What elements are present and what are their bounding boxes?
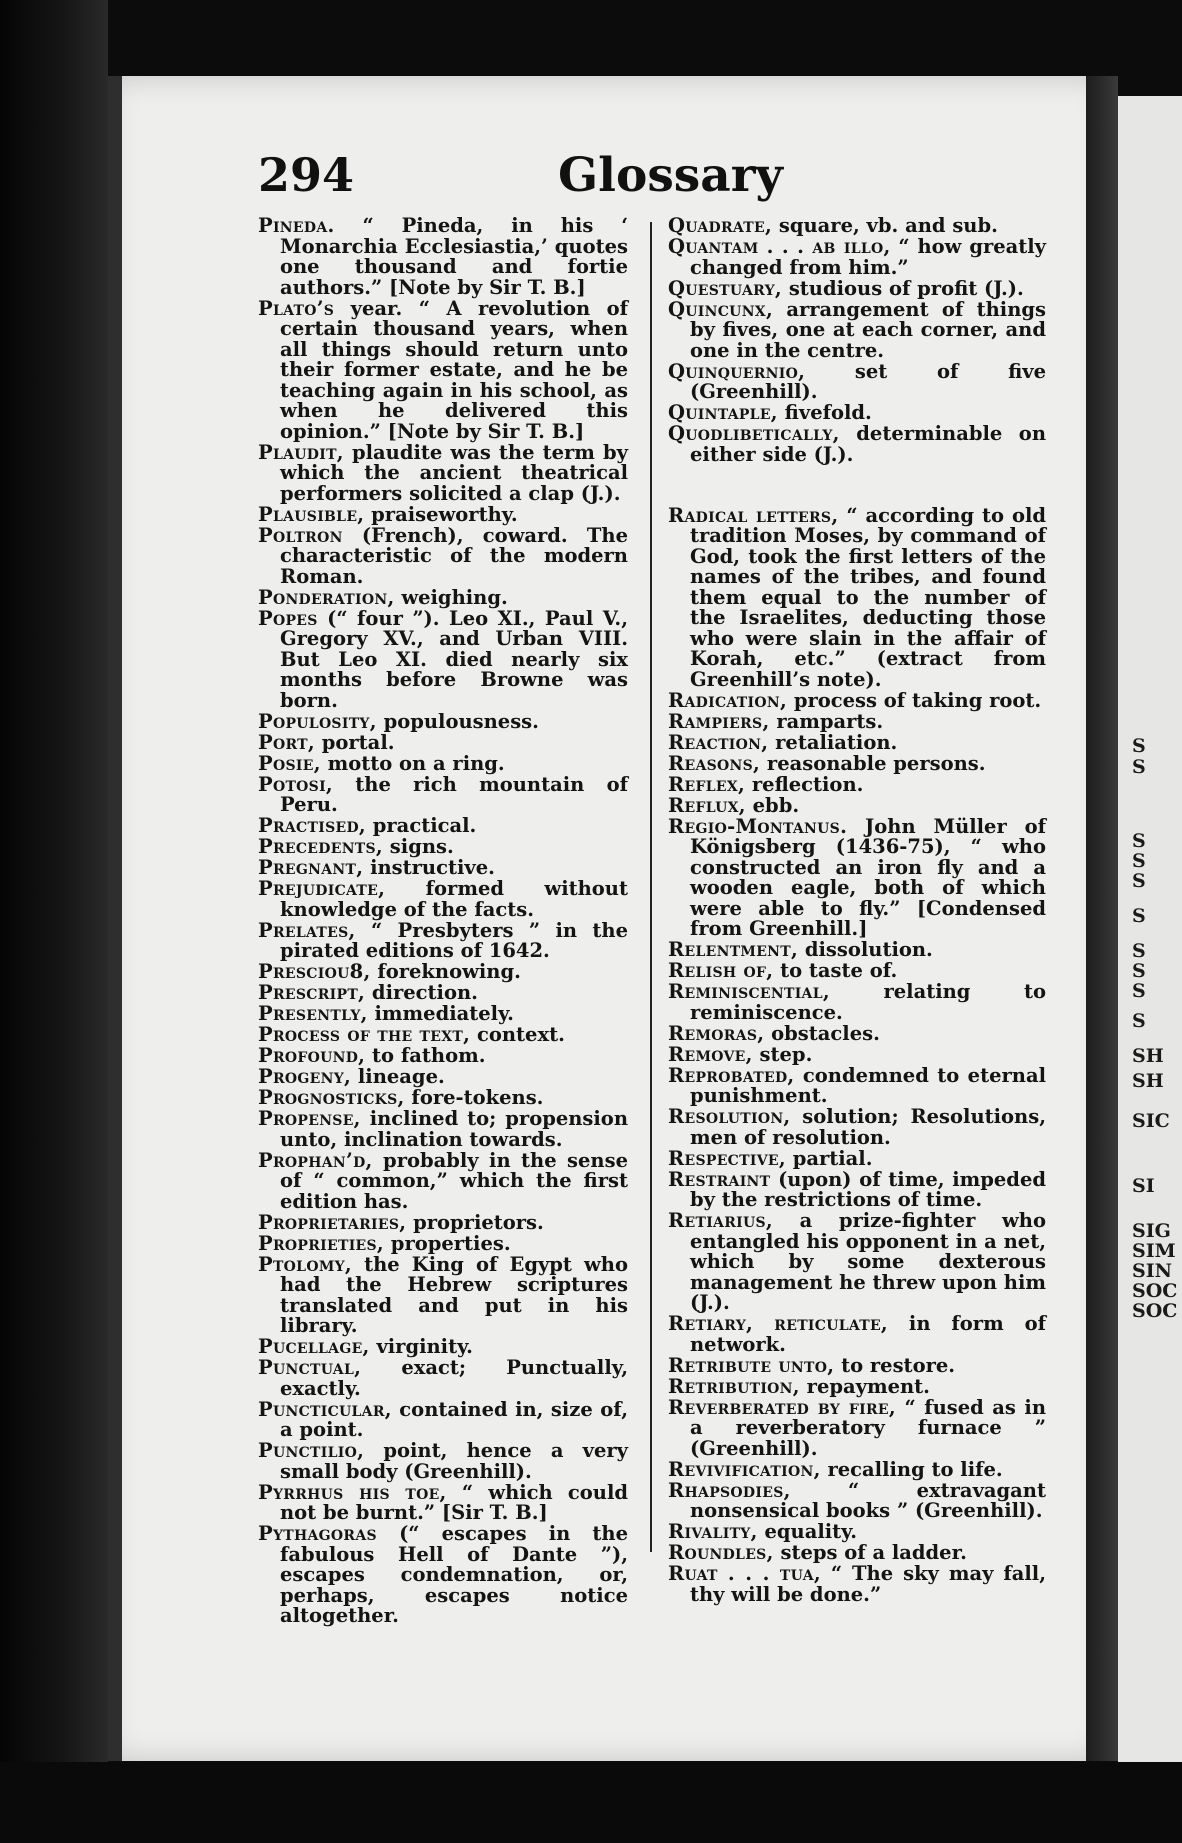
glossary-entry: [668, 1543, 1046, 1564]
glossary-entry: [668, 1314, 1046, 1355]
glossary-entry: [258, 858, 628, 879]
facing-page-fragment: S: [1132, 850, 1146, 872]
entry-definition: proprietors.: [406, 1210, 544, 1234]
glossary-entry: [668, 961, 1046, 982]
entry-definition: retaliation.: [768, 730, 898, 754]
book-gutter: [1086, 76, 1118, 1761]
entry-definition: steps of a ladder.: [773, 1541, 967, 1564]
glossary-entry: [258, 216, 628, 298]
facing-page-fragment: SIM: [1132, 1240, 1176, 1262]
entry-definition: “ how greatly changed from him.”: [690, 235, 1047, 279]
letter-group-gap: [668, 466, 1046, 506]
entry-definition: fore-tokens.: [404, 1086, 544, 1109]
entry-definition: a prize-fighter who entangled his opponent in a net, which by some dexterous management he threw upon him (J.).: [690, 1209, 1046, 1314]
glossary-entry: [258, 1252, 628, 1337]
facing-page-fragment: SOC: [1132, 1280, 1178, 1302]
glossary-entry: [668, 730, 1046, 754]
glossary-entry: [258, 1109, 628, 1150]
entry-headword: Pineda.: [258, 214, 335, 237]
entry-headword: Prejudicate,: [258, 877, 386, 900]
entry-definition: “ Pineda, in his ‘ Monarchia Ecclesiastia,’ quotes one thousand and fortie authors.” [Note by Sir T. B.]: [280, 214, 628, 299]
facing-page-fragment: SIN: [1132, 1260, 1172, 1282]
entry-headword: Rampiers,: [668, 709, 770, 733]
entry-definition: arrangement of things by fives, one at each corner, and one in the centre.: [690, 297, 1046, 362]
entry-definition: process of taking root.: [787, 688, 1042, 712]
glossary-entry: [258, 296, 628, 443]
entry-definition: (“ four ”). Leo XI., Paul V., Gregory XV., and Urban VIII. But Leo XI. died nearly six months before Browne was born.: [280, 606, 628, 712]
entry-definition: square, vb. and sub.: [772, 214, 998, 237]
entry-definition: “ Presbyters ” in the pirated editions of 1642.: [280, 918, 628, 962]
glossary-entry: [668, 709, 1046, 733]
entry-definition: relating to reminiscence.: [690, 980, 1046, 1024]
facing-page-edge: [1118, 96, 1182, 1762]
facing-page-fragment: S: [1132, 870, 1146, 892]
entry-definition: foreknowing.: [370, 960, 521, 983]
glossary-entry: [258, 837, 628, 858]
entry-headword: Revivification,: [668, 1457, 821, 1481]
entry-headword: Questuary,: [668, 276, 783, 300]
entry-definition: probably in the sense of “ common,” which the first edition has.: [280, 1148, 628, 1213]
entry-definition: the King of Egypt who had the Hebrew scriptures translated and put in his library.: [280, 1252, 628, 1337]
glossary-entry: [668, 814, 1046, 940]
entry-definition: immediately.: [367, 1002, 514, 1025]
glossary-entry: [668, 424, 1046, 465]
entry-headword: Rivality,: [668, 1520, 758, 1543]
entry-headword: Reverberated by fire,: [668, 1395, 896, 1419]
entry-definition: reflection.: [745, 772, 864, 796]
glossary-entry: [668, 1021, 1046, 1045]
entry-headword: Presciou8,: [258, 960, 371, 983]
entry-definition: ramparts.: [769, 709, 884, 733]
entry-headword: Pucellage,: [258, 1335, 370, 1358]
page-number: 294: [258, 148, 355, 202]
entry-headword: Proprietaries,: [258, 1210, 407, 1234]
entry-definition: fivefold.: [777, 401, 872, 424]
glossary-entry: [668, 237, 1046, 278]
entry-definition: condemned to eternal punishment.: [690, 1063, 1046, 1107]
glossary-entry: [668, 1522, 1046, 1543]
entry-definition: portal.: [314, 730, 395, 754]
entry-headword: Popes: [258, 606, 318, 630]
entry-definition: contained in, size of, a point.: [280, 1397, 628, 1441]
facing-page-fragment: S: [1132, 905, 1146, 927]
entry-definition: determinable on either side (J.).: [690, 422, 1046, 466]
glossary-entry: [668, 297, 1046, 362]
entry-headword: Progeny,: [258, 1065, 352, 1088]
entry-headword: Pyrrhus his toe,: [258, 1480, 447, 1504]
entry-definition: virginity.: [369, 1335, 473, 1358]
glossary-entry: [258, 1480, 629, 1524]
entry-headword: Populosity,: [258, 709, 377, 733]
glossary-entry: [668, 1063, 1046, 1107]
glossary-entry: [258, 1067, 628, 1088]
entry-headword: Resolution,: [668, 1105, 791, 1128]
glossary-entry: [258, 730, 628, 754]
entry-headword: Reminiscential,: [668, 980, 830, 1003]
entry-headword: Punctilio,: [258, 1439, 365, 1462]
glossary-entry: [258, 918, 628, 962]
entry-definition: instructive.: [363, 856, 495, 879]
entry-definition: solution; Resolutions, men of resolution.: [690, 1105, 1046, 1149]
entry-definition: year. “ A revolution of certain thousand years, when all things should return unto their former estate, and he be teaching again in his school, as when he delivered this opinion.” [Note by Sir T. B.]: [280, 296, 628, 443]
glossary-column-p: [258, 216, 628, 1627]
facing-page-fragment: S: [1132, 830, 1146, 852]
glossary-entry: [258, 709, 628, 733]
glossary-entry: [668, 359, 1046, 403]
glossary-entry: [258, 585, 628, 609]
glossary-entry: [258, 1441, 628, 1482]
entry-headword: Presently,: [258, 1002, 368, 1025]
scan-left-margin: [0, 0, 108, 1843]
entry-definition: (upon) of time, impeded by the restrictions of time.: [690, 1167, 1046, 1211]
glossary-entry: [258, 1004, 628, 1025]
glossary-column-q-r: [668, 216, 1046, 1606]
facing-page-fragment: S: [1132, 1010, 1146, 1032]
entry-definition: the rich mountain of Peru.: [280, 772, 628, 816]
glossary-entry: [258, 502, 628, 526]
entry-headword: Quantam . . . ab illo,: [668, 235, 891, 258]
entry-headword: Plausible,: [258, 502, 365, 526]
entry-headword: Plato’s: [258, 296, 335, 320]
entry-headword: Port,: [258, 730, 315, 754]
entry-headword: Practised,: [258, 814, 366, 837]
entry-definition: step.: [752, 1042, 813, 1066]
entry-definition: partial.: [785, 1146, 873, 1170]
facing-page-fragment: S: [1132, 735, 1146, 757]
entry-definition: signs.: [383, 835, 454, 858]
facing-page-fragment: SOC: [1132, 1300, 1178, 1322]
entry-headword: Radication,: [668, 688, 788, 712]
glossary-entry: [668, 1211, 1046, 1314]
glossary-entry: [668, 276, 1046, 300]
entry-headword: Retribution,: [668, 1374, 800, 1398]
entry-definition: “ extravagant nonsensical books ” (Greenhill).: [690, 1478, 1046, 1522]
glossary-entry: [668, 1146, 1046, 1170]
glossary-entry: [258, 1210, 628, 1234]
entry-definition: praiseworthy.: [364, 502, 518, 526]
entry-definition: obstacles.: [764, 1021, 880, 1045]
page-title: Glossary: [558, 148, 783, 203]
entry-headword: Reflux,: [668, 793, 746, 817]
glossary-entry: [258, 772, 628, 816]
entry-headword: Posie,: [258, 751, 321, 775]
entry-definition: populousness.: [376, 709, 539, 733]
entry-definition: context.: [470, 1023, 565, 1046]
glossary-entry: [258, 1046, 628, 1067]
entry-definition: plaudite was the term by which the ancient theatrical performers solicited a clap (J.).: [280, 440, 628, 505]
entry-headword: Prophan’d,: [258, 1148, 373, 1172]
glossary-entry: [258, 606, 628, 712]
entry-headword: Quodlibetically,: [668, 422, 840, 445]
facing-page-fragment: S: [1132, 756, 1146, 778]
entry-headword: Quadrate,: [668, 214, 773, 237]
entry-headword: Propense,: [258, 1107, 361, 1130]
facing-page-fragment: S: [1132, 980, 1146, 1002]
entry-headword: Reaction,: [668, 730, 769, 754]
facing-page-fragment: S: [1132, 940, 1146, 962]
entry-headword: Profound,: [258, 1044, 366, 1067]
glossary-entry: [258, 1025, 628, 1046]
glossary-entry: [668, 403, 1046, 424]
glossary-entry: [668, 1564, 1046, 1605]
entry-headword: Reflex,: [668, 772, 746, 796]
glossary-entry: [668, 772, 1046, 796]
entry-headword: Process of the text,: [258, 1023, 471, 1046]
entry-headword: Potosi,: [258, 772, 334, 796]
entry-headword: Prescript,: [258, 981, 366, 1004]
entry-definition: (French), coward. The characteristic of the modern Roman.: [280, 523, 628, 588]
entry-definition: set of five (Greenhill).: [690, 359, 1046, 403]
entry-definition: equality.: [757, 1520, 858, 1543]
facing-page-fragment: SH: [1132, 1070, 1164, 1092]
scan-bottom-margin: [0, 1762, 1182, 1843]
entry-headword: Radical letters,: [668, 503, 839, 527]
glossary-entry: [668, 751, 1046, 775]
glossary-entry: [668, 1395, 1046, 1460]
entry-definition: “ The sky may fall, thy will be done.”: [690, 1562, 1046, 1606]
entry-headword: Regio-Montanus.: [668, 814, 848, 838]
entry-headword: Pythagoras: [258, 1522, 377, 1545]
glossary-entry: [258, 1231, 628, 1255]
glossary-entry: [258, 1358, 628, 1399]
glossary-entry: [668, 1478, 1046, 1522]
entry-definition: practical.: [365, 814, 477, 837]
glossary-entry: [668, 1167, 1046, 1211]
facing-page-fragment: SIC: [1132, 1110, 1170, 1132]
glossary-entry: [258, 1397, 628, 1441]
entry-definition: (“ escapes in the fabulous Hell of Dante ”), escapes condemnation, or, perhaps, escapes notice altogether.: [280, 1522, 628, 1627]
entry-headword: Respective,: [668, 1146, 786, 1170]
entry-headword: Pregnant,: [258, 856, 364, 879]
facing-page-fragment: SIG: [1132, 1220, 1171, 1242]
facing-page-fragment: SH: [1132, 1045, 1164, 1067]
entry-headword: Plaudit,: [258, 440, 344, 464]
entry-headword: Precedents,: [258, 835, 384, 858]
entry-definition: in form of network.: [690, 1312, 1046, 1356]
entry-headword: Punctual,: [258, 1356, 362, 1379]
entry-headword: Quincunx,: [668, 297, 774, 321]
entry-definition: to restore.: [834, 1353, 956, 1377]
page-left-edge: [108, 76, 122, 1761]
entry-headword: Quintaple,: [668, 401, 778, 424]
glossary-entry: [258, 523, 628, 588]
entry-headword: Ptolomy,: [258, 1252, 352, 1276]
glossary-entry: [258, 440, 628, 505]
glossary-entry: [668, 793, 1046, 817]
entry-headword: Quinquernio,: [668, 359, 806, 383]
entry-headword: Prognosticks,: [258, 1086, 405, 1109]
glossary-entry: [258, 962, 628, 983]
entry-headword: Poltron: [258, 523, 343, 547]
entry-headword: Remove,: [668, 1042, 753, 1066]
entry-definition: lineage.: [351, 1065, 445, 1088]
entry-definition: point, hence a very small body (Greenhill).: [280, 1439, 628, 1483]
column-divider: [650, 222, 652, 1552]
glossary-entry: [258, 816, 628, 837]
entry-headword: Retiary, reticulate,: [668, 1312, 889, 1335]
entry-definition: exact; Punctually, exactly.: [280, 1356, 628, 1400]
entry-definition: weighing.: [394, 585, 508, 609]
entry-definition: ebb.: [745, 793, 800, 817]
glossary-entry: [668, 1374, 1046, 1398]
entry-headword: Reasons,: [668, 751, 761, 775]
entry-definition: “ which could not be burnt.” [Sir T. B.]: [280, 1480, 629, 1524]
entry-definition: John Müller of Königsberg (1436-75), “ who constructed an iron fly and a wooden eagle, both of which were able to fly.” [Condensed from Greenhill.]: [690, 814, 1046, 940]
glossary-entry: [668, 1042, 1046, 1066]
entry-definition: reasonable persons.: [760, 751, 986, 775]
glossary-entry: [668, 688, 1046, 712]
entry-headword: Ruat . . . tua,: [668, 1562, 821, 1585]
entry-headword: Ponderation,: [258, 585, 395, 609]
entry-definition: studious of profit (J.).: [782, 276, 1024, 300]
entry-definition: dissolution.: [798, 938, 933, 961]
entry-definition: recalling to life.: [820, 1457, 1003, 1481]
facing-page-fragment: SI: [1132, 1175, 1155, 1197]
entry-definition: motto on a ring.: [320, 751, 505, 775]
entry-definition: to fathom.: [365, 1044, 486, 1067]
glossary-entry: [668, 982, 1046, 1023]
entry-headword: Puncticular,: [258, 1397, 392, 1421]
entry-definition: properties.: [384, 1231, 511, 1255]
glossary-entry: [668, 216, 1046, 237]
entry-definition: formed without knowledge of the facts.: [280, 877, 628, 921]
entry-definition: direction.: [365, 981, 478, 1004]
entry-headword: Retribute unto,: [668, 1353, 835, 1377]
glossary-entry: [668, 1107, 1046, 1148]
entry-headword: Retiarius,: [668, 1209, 773, 1232]
glossary-entry: [668, 940, 1046, 961]
entry-definition: repayment.: [799, 1374, 930, 1398]
glossary-entry: [258, 1148, 628, 1213]
entry-headword: Restraint: [668, 1167, 771, 1191]
glossary-entry: [668, 1353, 1046, 1377]
entry-headword: Reprobated,: [668, 1063, 795, 1087]
entry-headword: Prelates,: [258, 918, 356, 942]
entry-headword: Proprieties,: [258, 1231, 385, 1255]
entry-headword: Roundles,: [668, 1541, 774, 1564]
entry-definition: “ fused as in a reverberatory furnace ” (Greenhill).: [690, 1395, 1046, 1460]
entry-definition: “ according to old tradition Moses, by command of God, took the first letters of the names of the tribes, and found them equal to the number of the Israelites, deducting those who were slain in the affair of Korah, etc.” (extract from Greenhill’s note).: [690, 503, 1046, 691]
glossary-entry: [258, 1088, 628, 1109]
glossary-entry: [258, 879, 628, 920]
facing-page-fragment: S: [1132, 960, 1146, 982]
entry-headword: Relentment,: [668, 938, 799, 961]
glossary-entry: [258, 983, 628, 1004]
entry-headword: Rhapsodies,: [668, 1478, 791, 1502]
glossary-entry: [258, 751, 628, 775]
entry-headword: Remoras,: [668, 1021, 765, 1045]
glossary-entry: [258, 1337, 628, 1358]
entry-definition: to taste of.: [773, 959, 898, 982]
glossary-entry: [668, 1457, 1046, 1481]
entry-headword: Relish of,: [668, 959, 774, 982]
entry-definition: inclined to; propension unto, inclination towards.: [280, 1107, 628, 1151]
glossary-entry: [668, 503, 1046, 691]
glossary-entry: [258, 1524, 628, 1627]
